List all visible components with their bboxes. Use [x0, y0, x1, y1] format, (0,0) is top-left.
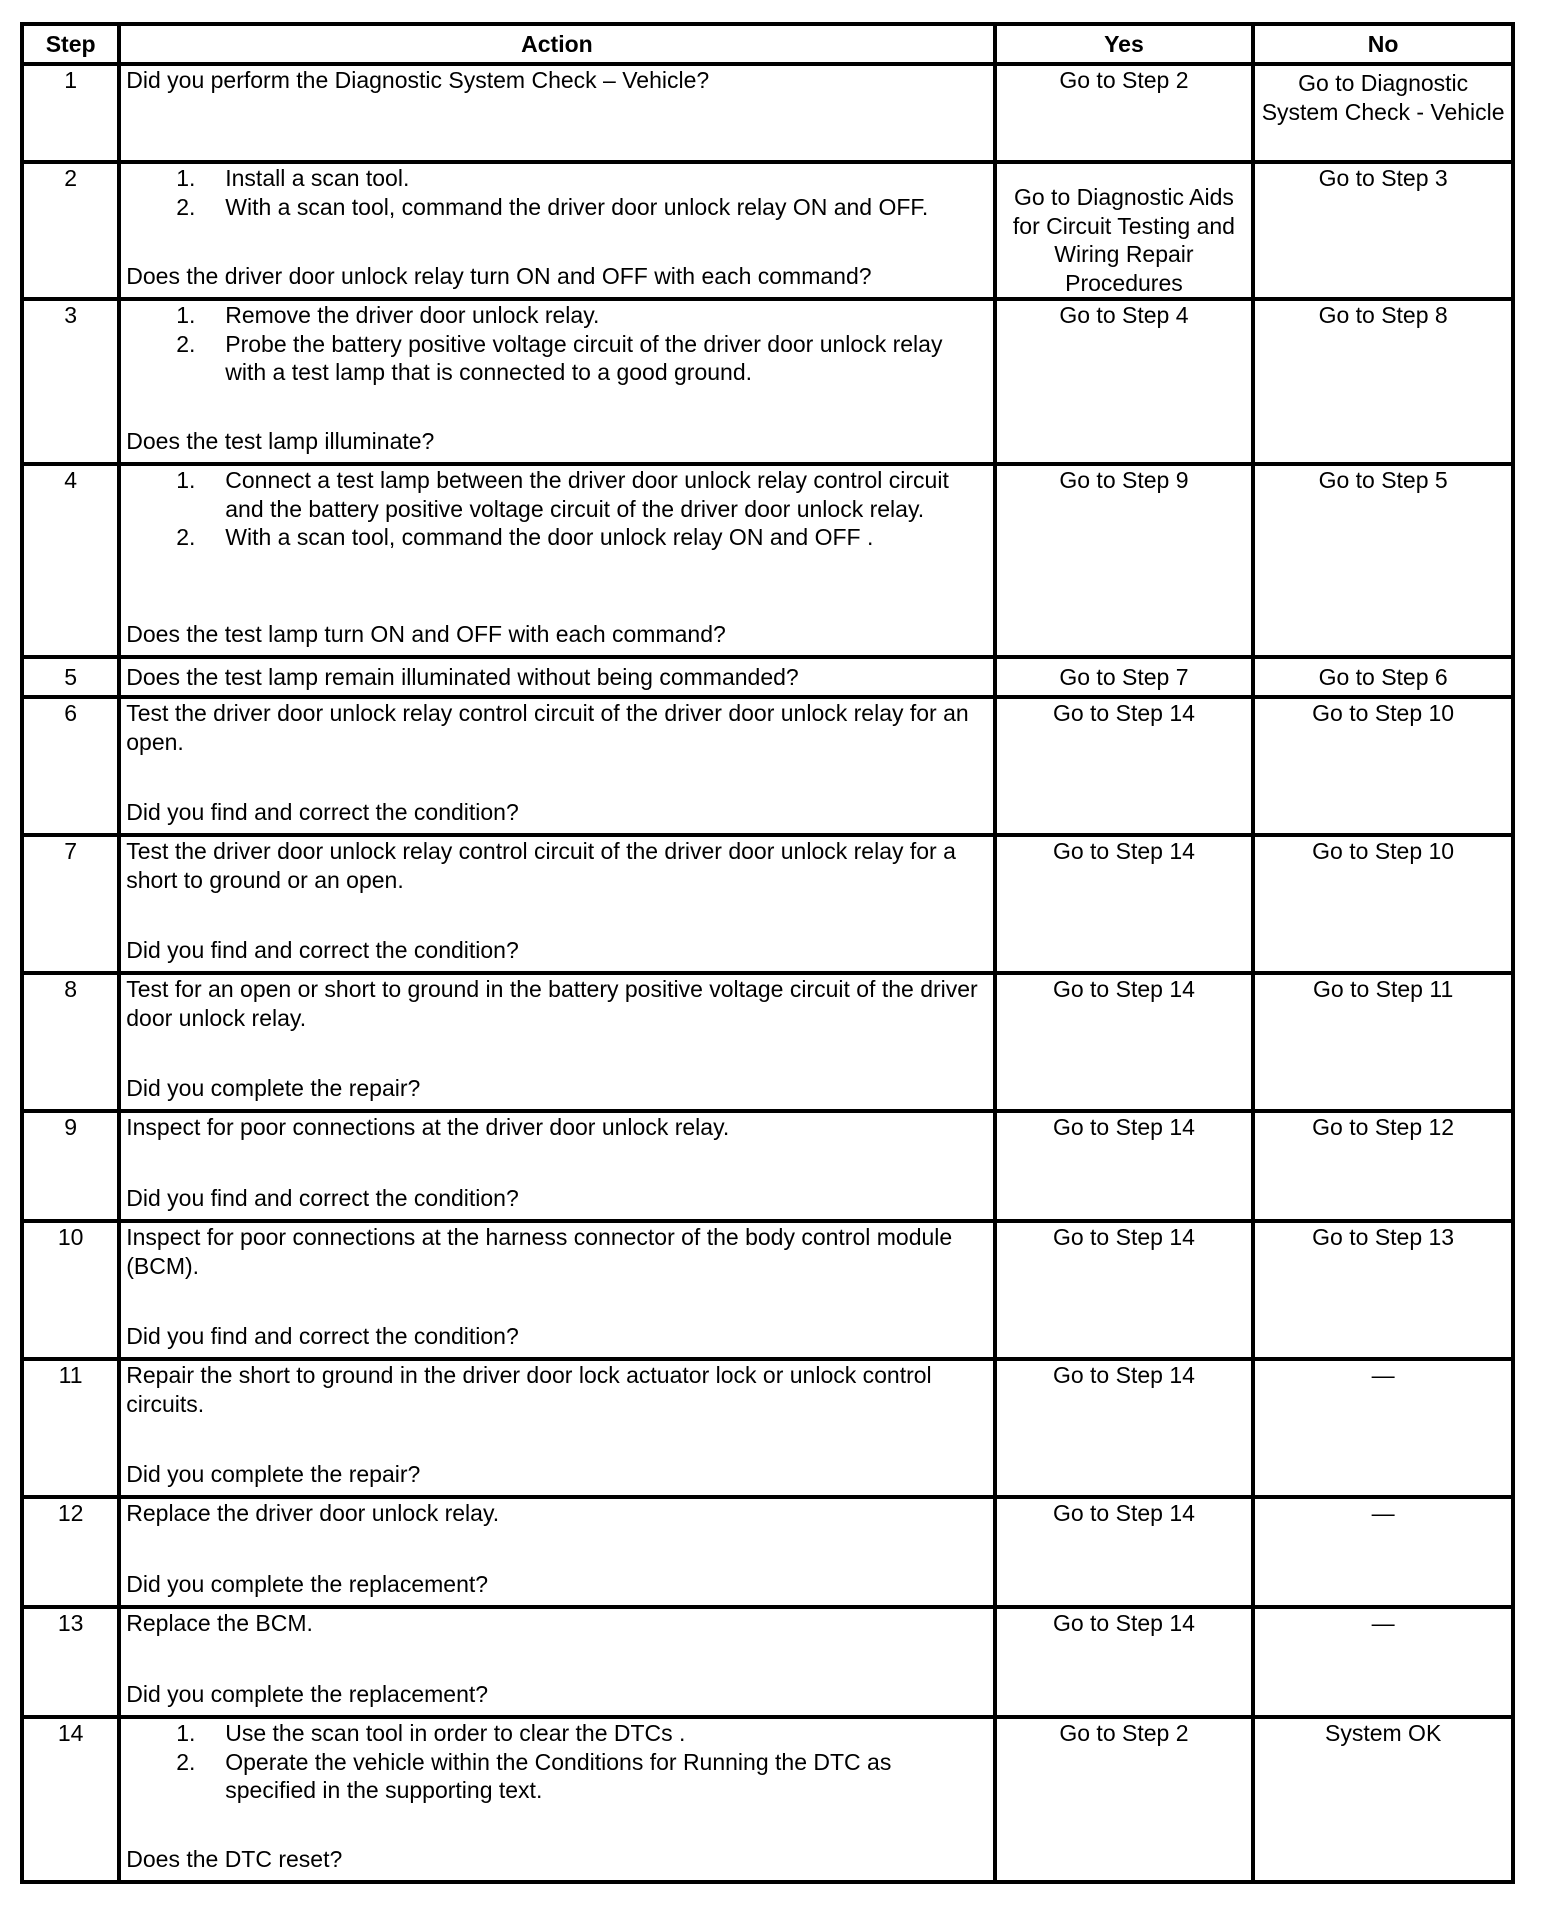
table-header-row: [22, 24, 1513, 64]
substep-item: [126, 193, 987, 222]
step-number: 9: [22, 1111, 119, 1221]
substep-number: 2.: [176, 193, 196, 220]
action-cell: [119, 64, 994, 162]
substep-list: [126, 301, 987, 387]
action-instruction: Test for an open or short to ground in the battery positive voltage circuit of the driver door unlock relay.: [126, 976, 978, 1031]
header-no: No: [1253, 24, 1513, 64]
action-instruction: Test the driver door unlock relay control circuit of the driver door unlock relay for a short to ground or an open.: [126, 838, 956, 893]
header-action: Action: [119, 24, 994, 64]
diagnostic-table: [20, 22, 1515, 1884]
yes-result: Go to Step 14: [995, 697, 1254, 835]
yes-result: Go to Diagnostic Aids for Circuit Testing and Wiring Repair Procedures: [995, 162, 1254, 299]
substep-text: Remove the driver door unlock relay.: [225, 302, 600, 328]
no-result: System OK: [1253, 1717, 1513, 1882]
substep-text: Probe the battery positive voltage circuit of the driver door unlock relay with a test lamp that is connected to a good ground.: [225, 330, 943, 385]
action-cell: [119, 1111, 994, 1221]
action-question: Does the driver door unlock relay turn ON and OFF with each command?: [126, 262, 872, 289]
action-question: Did you find and correct the condition?: [126, 1184, 519, 1211]
no-result: —: [1253, 1359, 1513, 1497]
yes-result: Go to Step 14: [995, 835, 1254, 973]
step-number: 7: [22, 835, 119, 973]
step-number: 12: [22, 1497, 119, 1607]
no-result: Go to Step 5: [1253, 464, 1513, 657]
yes-result: Go to Step 2: [995, 64, 1254, 162]
action-instruction: Replace the driver door unlock relay.: [126, 1500, 500, 1526]
substep-text: Connect a test lamp between the driver door unlock relay control circuit and the battery positive voltage circuit of the driver door unlock relay.: [225, 467, 949, 522]
action-cell: [119, 299, 994, 464]
table-row: [22, 1221, 1513, 1359]
yes-result: Go to Step 14: [995, 973, 1254, 1111]
substep-number: 2.: [176, 330, 196, 357]
substep-list: [126, 1719, 987, 1805]
action-question: Did you find and correct the condition?: [126, 1322, 519, 1349]
action-instruction: Repair the short to ground in the driver door lock actuator lock or unlock control circuits.: [126, 1362, 932, 1417]
action-instruction: Replace the BCM.: [126, 1610, 313, 1636]
yes-result: Go to Step 7: [995, 657, 1254, 697]
table-row: [22, 464, 1513, 657]
no-result: Go to Step 13: [1253, 1221, 1513, 1359]
action-instruction: Inspect for poor connections at the harness connector of the body control module (BCM).: [126, 1224, 953, 1279]
action-cell: [119, 1497, 994, 1607]
table-row: [22, 1607, 1513, 1717]
substep-list: [126, 164, 987, 221]
substep-number: 1.: [176, 467, 196, 493]
substep-number: 1.: [176, 302, 196, 328]
action-cell: [119, 1359, 994, 1497]
substep-list: [126, 466, 987, 552]
substep-number: 1.: [176, 1720, 196, 1746]
no-result: Go to Step 11: [1253, 973, 1513, 1111]
action-question: Does the DTC reset?: [126, 1845, 343, 1872]
action-cell: [119, 835, 994, 973]
no-result: Go to Step 6: [1253, 657, 1513, 697]
table-row: [22, 299, 1513, 464]
substep-item: [126, 1719, 987, 1748]
step-number: 8: [22, 973, 119, 1111]
substep-number: 1.: [176, 165, 196, 191]
action-question: Did you find and correct the condition?: [126, 936, 519, 963]
step-number: 13: [22, 1607, 119, 1717]
step-number: 5: [22, 657, 119, 697]
step-number: 10: [22, 1221, 119, 1359]
no-result: Go to Step 3: [1253, 162, 1513, 299]
substep-number: 2.: [176, 1748, 196, 1775]
substep-item: [126, 1748, 987, 1805]
action-cell: [119, 973, 994, 1111]
table-body: [22, 64, 1513, 1882]
substep-number: 2.: [176, 524, 196, 550]
yes-result: Go to Step 4: [995, 299, 1254, 464]
table-row: [22, 1717, 1513, 1882]
diagnostic-page: [20, 22, 1515, 1884]
action-question: Does the test lamp remain illuminated without being commanded?: [126, 663, 799, 690]
action-question: Did you complete the repair?: [126, 1460, 421, 1487]
table-row: [22, 973, 1513, 1111]
action-cell: [119, 1221, 994, 1359]
step-number: 3: [22, 299, 119, 464]
yes-result: Go to Step 2: [995, 1717, 1254, 1882]
no-result: Go to Step 10: [1253, 697, 1513, 835]
table-row: [22, 1359, 1513, 1497]
no-result: —: [1253, 1497, 1513, 1607]
yes-result: Go to Step 14: [995, 1111, 1254, 1221]
substep-item: [126, 301, 987, 330]
substep-text: Use the scan tool in order to clear the DTCs .: [225, 1720, 686, 1746]
action-question: Does the test lamp turn ON and OFF with each command?: [126, 620, 726, 647]
action-cell: [119, 697, 994, 835]
step-number: 11: [22, 1359, 119, 1497]
table-row: [22, 64, 1513, 162]
yes-result: Go to Step 14: [995, 1497, 1254, 1607]
action-question: Did you find and correct the condition?: [126, 798, 519, 825]
action-question: Does the test lamp illuminate?: [126, 427, 435, 454]
table-row: [22, 657, 1513, 697]
header-yes: Yes: [995, 24, 1254, 64]
table-row: [22, 1497, 1513, 1607]
substep-text: With a scan tool, command the driver door unlock relay ON and OFF.: [225, 193, 929, 220]
action-cell: [119, 1717, 994, 1882]
no-result: Go to Step 12: [1253, 1111, 1513, 1221]
header-step: Step: [22, 24, 119, 64]
substep-item: [126, 523, 987, 552]
yes-result: Go to Step 14: [995, 1607, 1254, 1717]
yes-result: Go to Step 14: [995, 1221, 1254, 1359]
table-row: [22, 835, 1513, 973]
step-number: 14: [22, 1717, 119, 1882]
yes-result: Go to Step 9: [995, 464, 1254, 657]
substep-item: [126, 164, 987, 193]
substep-item: [126, 466, 987, 523]
action-question: Did you complete the replacement?: [126, 1680, 489, 1707]
action-cell: [119, 464, 994, 657]
no-result: —: [1253, 1607, 1513, 1717]
substep-text: Install a scan tool.: [225, 165, 410, 191]
action-cell: [119, 657, 994, 697]
yes-result: Go to Step 14: [995, 1359, 1254, 1497]
step-number: 2: [22, 162, 119, 299]
step-number: 6: [22, 697, 119, 835]
substep-text: Operate the vehicle within the Conditions for Running the DTC as specified in the supporting text.: [225, 1748, 892, 1803]
step-number: 4: [22, 464, 119, 657]
action-cell: [119, 162, 994, 299]
no-result: Go to Step 8: [1253, 299, 1513, 464]
action-instruction: Did you perform the Diagnostic System Check – Vehicle?: [126, 67, 710, 93]
action-instruction: Test the driver door unlock relay control circuit of the driver door unlock relay for an open.: [126, 700, 969, 755]
action-cell: [119, 1607, 994, 1717]
table-row: [22, 162, 1513, 299]
table-row: [22, 697, 1513, 835]
no-result: Go to Diagnostic System Check - Vehicle: [1253, 64, 1513, 162]
no-result: Go to Step 10: [1253, 835, 1513, 973]
substep-item: [126, 330, 987, 387]
action-question: Did you complete the repair?: [126, 1074, 421, 1101]
substep-text: With a scan tool, command the door unlock relay ON and OFF .: [225, 524, 874, 550]
step-number: 1: [22, 64, 119, 162]
table-row: [22, 1111, 1513, 1221]
action-instruction: Inspect for poor connections at the driver door unlock relay.: [126, 1114, 730, 1140]
action-question: Did you complete the replacement?: [126, 1570, 489, 1597]
